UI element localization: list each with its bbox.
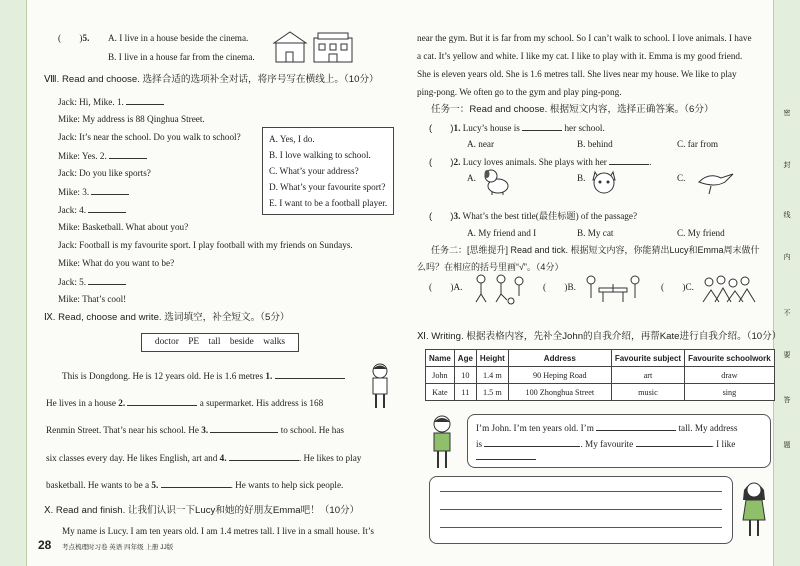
table-header: Address <box>508 350 611 367</box>
task2-opt-a[interactable]: ( )A. <box>429 282 463 292</box>
lucy-passage-line-4: She is eleven years old. She is 1.6 metres tall. She lives near my house. We like to play <box>417 69 737 79</box>
football-kids-illustration <box>471 272 527 306</box>
table-cell: music <box>611 384 684 401</box>
passage-line-3: Renmin Street. That’s near his school. He 3. to school. He has <box>46 425 344 435</box>
dialogue-line-2: Mike: My address is 88 Qinghua Street. <box>58 114 205 124</box>
lucy-passage-line-1: My name is Lucy. I am ten years old. I am 1.4 metres tall. I live in a small house. It’s <box>62 526 374 536</box>
task-2-title-line-1: 任务二：[思维提升] Read and tick. 根据短文内容，你能猜出Lucy和Emma周末做什 <box>431 245 760 255</box>
answer-blank-5[interactable] <box>88 275 126 285</box>
task1-q2-opt-b: B. <box>577 173 586 183</box>
answer-blank-3[interactable] <box>91 185 129 195</box>
dialogue-line-10: Mike: What do you want to be? <box>58 258 175 268</box>
dialogue-line-6: Mike: 3. <box>58 185 129 198</box>
task1-q3-opt-c: C. My friend <box>677 228 725 238</box>
section-10-title: Ⅹ. Read and finish. 让我们认识一下Lucy和她的好朋友Emma吧！（10分） <box>44 505 360 516</box>
table-row <box>426 384 775 401</box>
task1-q3-opt-b: B. My cat <box>577 228 614 238</box>
table-cell: 1.5 m <box>476 384 508 401</box>
side-seal-char: 内 <box>783 253 791 261</box>
option-b: B. I love walking to school. <box>269 150 371 160</box>
table-header: Age <box>454 350 476 367</box>
table-cell: 90 Heping Road <box>508 367 611 384</box>
right-page <box>405 0 800 566</box>
task1-q3: ( )3. What’s the best title(最佳标题) of the passage? <box>429 211 638 221</box>
table-cell: draw <box>685 367 775 384</box>
kate-illustration <box>739 478 769 540</box>
footer-text: 考点梳理时习卷 英语 四年级 上册 JJ版 <box>62 544 174 551</box>
writing-line[interactable] <box>440 491 722 492</box>
dog-icon <box>481 166 513 196</box>
fill-blank-2[interactable] <box>127 396 197 406</box>
info-table <box>425 349 775 401</box>
dialogue-line-4: Mike: Yes. 2. <box>58 149 147 162</box>
fill-blank-3[interactable] <box>210 423 278 433</box>
bird-icon <box>695 164 737 196</box>
table-row <box>426 367 775 384</box>
lucy-passage-line-2: near the gym. But it is far from my school. So I can’t walk to school. I love animals. I have <box>417 33 752 43</box>
dongdong-illustration <box>367 362 393 412</box>
section-9-title: Ⅸ. Read, choose and write. 选词填空，补全短文。（5分） <box>44 312 290 323</box>
word-bank: doctor PE tall beside walks <box>141 333 299 352</box>
q5-option-a: A. I live in a house beside the cinema. <box>108 33 249 43</box>
dialogue-line-11: Jack: 5. <box>58 275 126 288</box>
lucy-passage-line-5: ping-pong. We often go to the gym and play ping-pong. <box>417 87 622 97</box>
task-2-title-line-2: 么吗？在相应的括号里画“√”。（4分） <box>417 262 564 272</box>
writing-line[interactable] <box>440 527 722 528</box>
option-a: A. Yes, I do. <box>269 134 315 144</box>
side-seal-char: 封 <box>783 161 791 169</box>
table-cell: 11 <box>454 384 476 401</box>
section-8-title: Ⅷ. Read and choose. 选择合适的选项补全对话，将序号写在横线上。（10分） <box>44 74 379 85</box>
answer-blank-1[interactable] <box>126 95 164 105</box>
side-seal-char: 题 <box>783 441 791 449</box>
task-1-title: 任务一：Read and choose. 根据短文内容，选择正确答案。（6分） <box>431 104 714 115</box>
john-speech-bubble <box>467 414 771 468</box>
dialogue-line-5: Jack: Do you like sports? <box>58 168 151 178</box>
john-bubble-line-1: I’m John. I’m ten years old. I’m tall. My address <box>476 423 738 433</box>
table-header: Favourite subject <box>611 350 684 367</box>
john-height-blank[interactable] <box>596 421 676 431</box>
answer-blank-4[interactable] <box>88 203 126 213</box>
task1-q1-blank[interactable] <box>522 121 562 131</box>
left-binding-strip <box>0 0 27 566</box>
table-header: Height <box>476 350 508 367</box>
side-seal-char: 不 <box>783 309 791 317</box>
table-cell: Kate <box>426 384 455 401</box>
table-cell: art <box>611 367 684 384</box>
table-cell: sing <box>685 384 775 401</box>
options-box <box>262 127 394 215</box>
dialogue-line-12: Mike: That’s cool! <box>58 294 127 304</box>
option-e: E. I want to be a football player. <box>269 198 388 208</box>
q5-paren: ( )5. <box>58 33 90 43</box>
side-seal-char: 要 <box>783 351 791 359</box>
task2-opt-c[interactable]: ( )C. <box>661 282 694 292</box>
q5-option-b: B. I live in a house far from the cinema. <box>108 52 255 62</box>
side-seal-char: 线 <box>783 211 791 219</box>
task1-q1: ( )1. Lucy’s house is her school. <box>429 123 605 133</box>
table-header: Favourite schoolwork <box>685 350 775 367</box>
section-11-title: Ⅺ. Writing. 根据表格内容，先补全John的自我介绍，再帮Kate进行自我介绍。（10分） <box>417 331 782 342</box>
table-cell: 100 Zhonghua Street <box>508 384 611 401</box>
table-cell: 1.4 m <box>476 367 508 384</box>
cat-icon <box>589 166 619 196</box>
side-seal-char: 答 <box>783 396 791 404</box>
houses-illustration <box>272 30 362 66</box>
table-cell: 10 <box>454 367 476 384</box>
task1-q1-opt-a: A. near <box>467 139 495 149</box>
dialogue-line-9: Jack: Football is my favourite sport. I play football with my friends on Sundays. <box>58 240 353 250</box>
fill-blank-5[interactable] <box>161 478 231 488</box>
task1-q2-blank[interactable] <box>609 155 649 165</box>
passage-line-2: He lives in a house 2. a supermarket. His address is 168 <box>46 398 324 408</box>
writing-line[interactable] <box>440 509 722 510</box>
dialogue-line-3: Jack: It’s near the school. Do you walk to school? <box>58 132 241 142</box>
john-favourite-blank[interactable] <box>636 437 712 447</box>
option-d: D. What’s your favourite sport? <box>269 182 386 192</box>
dialogue-line-1: Jack: Hi, Mike. 1. <box>58 95 164 108</box>
kate-writing-box[interactable] <box>429 476 733 544</box>
passage-line-4: six classes every day. He likes English, art and 4. . He likes to play <box>46 453 362 463</box>
john-like-blank[interactable] <box>476 459 536 460</box>
passage-line-5: basketball. He wants to be a 5. . He wants to help sick people. <box>46 480 344 490</box>
right-binding-strip <box>773 0 800 566</box>
task1-q2-opt-c: C. <box>677 173 686 183</box>
crowd-illustration <box>701 272 757 306</box>
task1-q2-opt-a: A. <box>467 173 476 183</box>
john-illustration <box>427 414 457 474</box>
passage-line-1: This is Dongdong. He is 12 years old. He is 1.6 metres 1. <box>62 369 345 382</box>
table-header: Name <box>426 350 455 367</box>
fill-blank-4[interactable] <box>229 451 299 461</box>
task1-q2: ( )2. Lucy loves animals. She plays with her . <box>429 157 652 167</box>
task2-opt-b[interactable]: ( )B. <box>543 282 576 292</box>
page-number: 28 <box>38 538 52 552</box>
side-seal-char: 密 <box>783 109 791 117</box>
option-c: C. What’s your address? <box>269 166 359 176</box>
answer-blank-2[interactable] <box>109 149 147 159</box>
dialogue-line-8: Mike: Basketball. What about you? <box>58 222 189 232</box>
table-header-row <box>426 350 775 367</box>
ping-pong-illustration <box>585 272 641 306</box>
lucy-passage-line-3: a cat. It’s yellow and white. I like my cat. I like to play with it. Emma is my good friend. <box>417 51 743 61</box>
fill-blank-1[interactable] <box>275 369 345 379</box>
john-bubble-line-2: is . My favourite . I like <box>476 439 736 449</box>
john-address-blank[interactable] <box>484 437 580 447</box>
task1-q3-opt-a: A. My friend and I <box>467 228 537 238</box>
task1-q1-opt-c: C. far from <box>677 139 719 149</box>
table-cell: John <box>426 367 455 384</box>
dialogue-line-7: Jack: 4. <box>58 203 126 216</box>
task1-q1-opt-b: B. behind <box>577 139 613 149</box>
